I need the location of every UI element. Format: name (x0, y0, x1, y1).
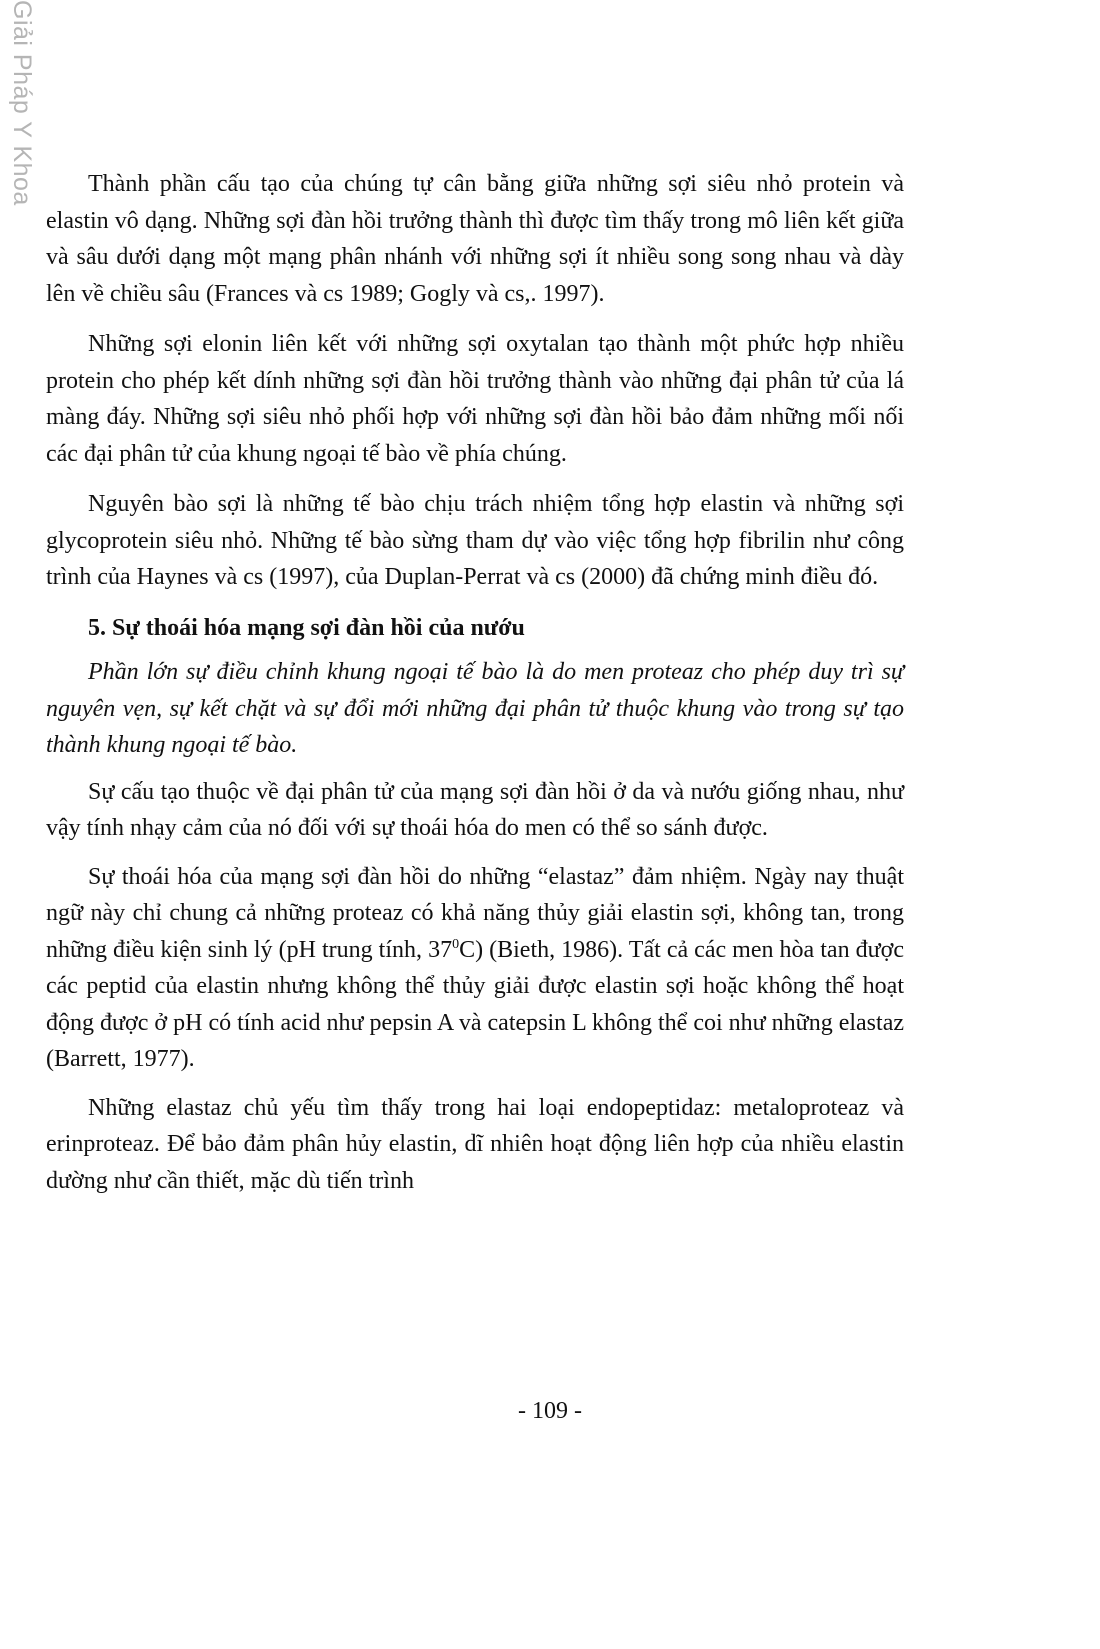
paragraph-italic-summary: Phần lớn sự điều chỉnh khung ngoại tế bào là do men proteaz cho phép duy trì sự nguyên vẹn, sự kết chặt và sự đổi mới những đại phân tử thuộc khung vào trong sự tạo thành khung ngoại tế bào. (46, 659, 904, 758)
paragraph-elastic-fiber-composition: Thành phần cấu tạo của chúng tự cân bằng giữa những sợi siêu nhỏ protein và elastin vô dạng. Những sợi đàn hồi trưởng thành thì được tìm thấy trong mô liên kết giữa và sâu dưới dạng một mạng phân nhánh với những sợi ít nhiều song song nhau và dày lên về chiều sâu (Frances và cs 1989; Gogly và cs,. 1997). (46, 171, 904, 307)
page-number: - 109 - (518, 1398, 582, 1424)
paragraph-elastaz-part-a: Sự thoái hóa của mạng sợi đàn hồi do những “elastaz” đảm nhiệm. Ngày nay thuật ngữ này chỉ chung cả những proteaz có khả năng thủy giải elastin sợi, không tan, trong những điều kiện sinh lý (pH trung tính, 37 (46, 863, 904, 963)
paragraph-elastaz-part-b: C) (Bieth, 1986). Tất cả các men hòa tan được các peptid của elastin nhưng không thể thủy giải được elastin sợi hoặc không thể hoạt động được ở pH có tính acid như pepsin A và catepsin L không thể coi như những elastaz (Barrett, 1977). (46, 936, 904, 1072)
watermark-text: Giải Pháp Y Khoa (8, 0, 36, 206)
paragraph-fibroblast-synthesis: Nguyên bào sợi là những tế bào chịu trách nhiệm tổng hợp elastin và những sợi glycoprotein siêu nhỏ. Những tế bào sừng tham dự vào việc tổng hợp fibrilin như công trình của Haynes và cs (1997), của Duplan-Perrat và cs (2000) đã chứng minh điều đó. (46, 491, 904, 590)
page-body (46, 166, 904, 1199)
paragraph-skin-gum-comparison: Sự cấu tạo thuộc về đại phân tử của mạng sợi đàn hồi ở da và nướu giống nhau, như vậy tính nhạy cảm của nó đối với sự thoái hóa do men có thể so sánh được. (46, 778, 904, 841)
degree-superscript: 0 (452, 936, 460, 952)
section-heading: 5. Sự thoái hóa mạng sợi đàn hồi của nướu (88, 614, 525, 641)
paragraph-elonin-oxytalan: Những sợi elonin liên kết với những sợi oxytalan tạo thành một phức hợp nhiều protein cho phép kết dính những sợi đàn hồi trưởng thành vào những đại phân tử của lá màng đáy. Những sợi siêu nhỏ phối hợp với những sợi đàn hồi bảo đảm những mối nối các đại phân tử của khung ngoại tế bào về phía chúng. (46, 331, 904, 467)
paragraph-elastaz-definition (46, 859, 904, 1078)
paragraph-endopeptidaz: Những elastaz chủ yếu tìm thấy trong hai loại endopeptidaz: metaloproteaz và erinproteaz. Để bảo đảm phân hủy elastin, dĩ nhiên hoạt động liên hợp của nhiều elastin dường như cần thiết, mặc dù tiến trình (46, 1094, 904, 1194)
